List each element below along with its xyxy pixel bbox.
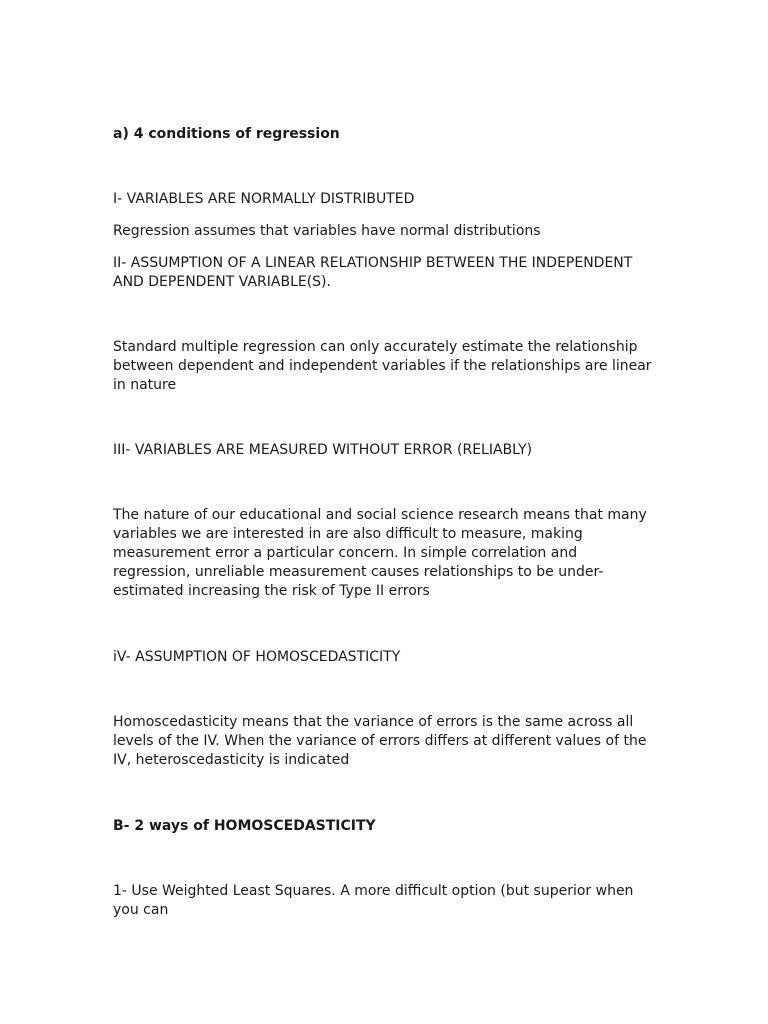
condition-1-title: I- VARIABLES ARE NORMALLY DISTRIBUTED: [113, 191, 415, 207]
section-b-heading: B- 2 ways of HOMOSCEDASTICITY: [113, 818, 376, 834]
way-1-text: 1- Use Weighted Least Squares. A more difficult option (but superior when you can: [113, 883, 634, 918]
condition-3-body: The nature of our educational and social science research means that many variables we are interested in are also difficult to measure, making measurement error a particular concern. In simple correlation and regression, unreliable measurement causes relationships to be under-estimated increasing the risk of Type II errors: [113, 507, 647, 599]
condition-1-body: Regression assumes that variables have normal distributions: [113, 223, 541, 239]
section-a-heading: a) 4 conditions of regression: [113, 126, 340, 142]
condition-4-body: Homoscedasticity means that the variance of errors is the same across all levels of the IV. When the variance of errors differs at different values of the IV, heteroscedasticity is indicated: [113, 714, 647, 768]
condition-3-title: III- VARIABLES ARE MEASURED WITHOUT ERROR (RELIABLY): [113, 442, 533, 458]
condition-2-title: II- ASSUMPTION OF A LINEAR RELATIONSHIP BETWEEN THE INDEPENDENT AND DEPENDENT VARIABLE(S).: [113, 255, 633, 290]
condition-4-title: iV- ASSUMPTION OF HOMOSCEDASTICITY: [113, 649, 401, 665]
condition-2-body: Standard multiple regression can only accurately estimate the relationship between dependent and independent variables if the relationships are linear in nature: [113, 339, 652, 393]
